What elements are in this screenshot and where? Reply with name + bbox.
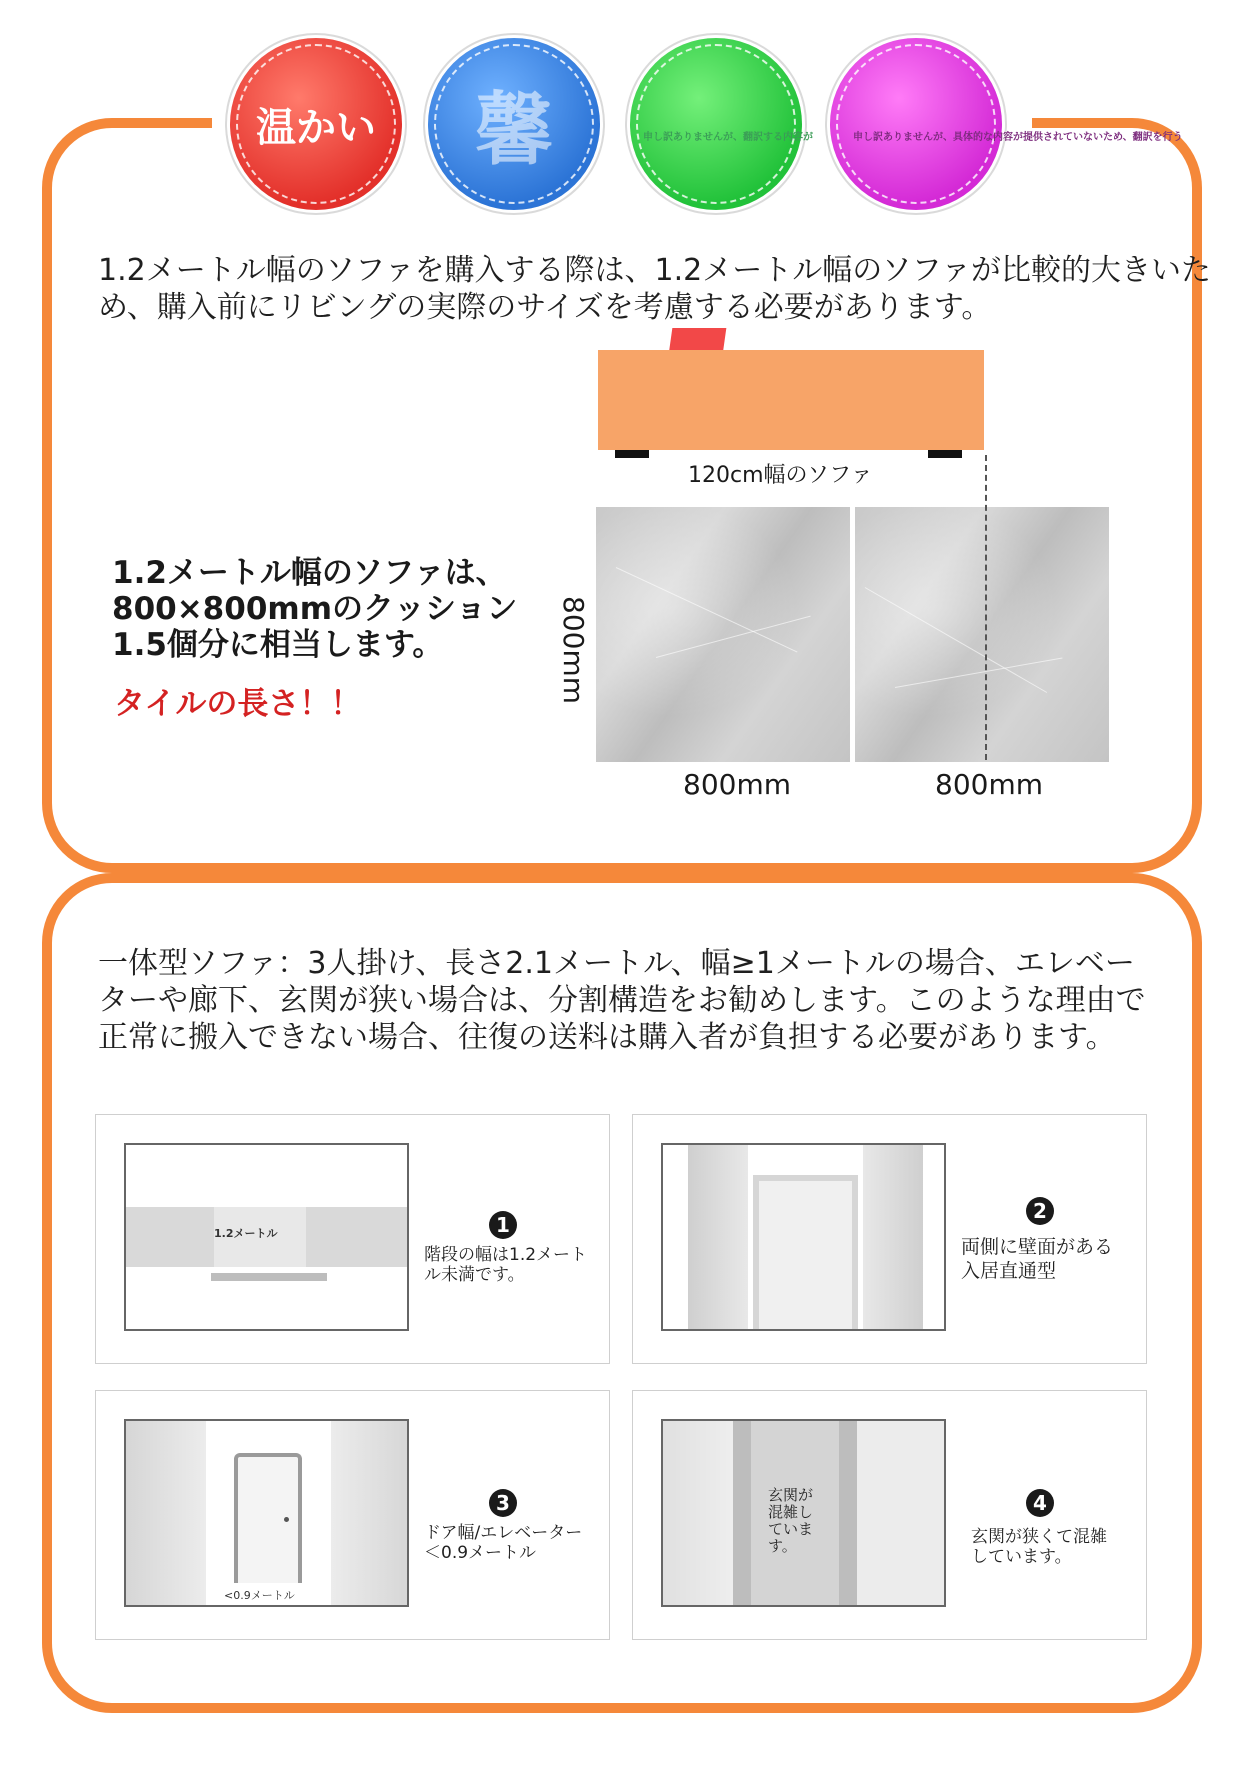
- badge-green: [630, 38, 802, 210]
- corridor-wall-right: [863, 1145, 923, 1331]
- card-number-1: 1: [489, 1211, 517, 1239]
- sofa-leg: [615, 450, 649, 458]
- door-width-label: <0.9メートル: [224, 1589, 295, 1602]
- stairs-illustration: [124, 1143, 409, 1331]
- corridor-doorway: [753, 1175, 858, 1331]
- sofa-width-label: 120cm幅のソファ: [688, 463, 873, 488]
- card-corridor: [632, 1114, 1147, 1364]
- door-frame: [234, 1453, 302, 1583]
- equivalence-text: 1.2メートル幅のソファは、800×800mmのクッション1.5個分に相当します。: [112, 555, 518, 663]
- sofa-size-paragraph: 1.2メートル幅のソファを購入する際は、1.2メートル幅のソファが比較的大きいため、購入前にリビングの実際のサイズを考慮する必要があります。: [98, 253, 1212, 325]
- entrance-wall: [663, 1421, 733, 1607]
- door-illustration: [124, 1419, 409, 1607]
- tile-length-note: タイルの長さ！！: [114, 686, 362, 722]
- entrance-pillar: [839, 1421, 857, 1607]
- card-door: [95, 1390, 610, 1640]
- sofa-leg: [928, 450, 962, 458]
- badge-fragrant: [428, 38, 600, 210]
- tile-height-label: 800mm: [557, 596, 590, 704]
- badge-green-label: 申し訳ありませんが、翻訳する内容が: [643, 132, 813, 143]
- stairs-step: [211, 1273, 327, 1281]
- card-number-4: 4: [1026, 1489, 1054, 1517]
- card-caption-3: ドア幅/エレベーター＜0.9メートル: [424, 1523, 583, 1563]
- badge-warm-label: 温かい: [256, 104, 376, 151]
- corridor-illustration: [661, 1143, 946, 1331]
- stairs-width-label: 1.2メートル: [214, 1227, 278, 1240]
- corridor-wall-left: [688, 1145, 748, 1331]
- card-number-3: 3: [489, 1489, 517, 1517]
- integrated-sofa-paragraph: 一体型ソファ：3人掛け、長さ2.1メートル、幅≥1メートルの場合、エレベーターや廊下、玄関が狭い場合は、分割構造をお勧めします。このような理由で正常に搬入できない場合、往復の送料は購入者が負担する必要があります。: [98, 946, 1146, 1055]
- tile-vein: [616, 567, 798, 652]
- entrance-pillar: [733, 1421, 751, 1607]
- tile-1: [596, 507, 850, 762]
- badge-pink-label: 申し訳ありませんが、具体的な内容が提供されていないため、翻訳を行う: [853, 132, 1183, 143]
- card-entrance: [632, 1390, 1147, 1640]
- sofa-illustration: [598, 350, 984, 450]
- card-number-2: 2: [1026, 1197, 1054, 1225]
- tile-vein: [895, 657, 1063, 688]
- tile-2: [855, 507, 1109, 762]
- door-wall-right: [331, 1421, 409, 1607]
- door-wall-left: [126, 1421, 206, 1607]
- card-stairs: [95, 1114, 610, 1364]
- entrance-illus-label: 玄関が混雑しています。: [768, 1486, 814, 1555]
- tile-width-label-2: 800mm: [935, 768, 1043, 801]
- tile-width-label-1: 800mm: [683, 768, 791, 801]
- card-caption-1: 階段の幅は1.2メートル未満です。: [424, 1245, 588, 1285]
- badge-warm: [230, 38, 402, 210]
- badge-fragrant-label: 馨: [474, 86, 553, 176]
- sofa-width-marker: [985, 455, 987, 760]
- card-caption-4: 玄関が狭くて混雑しています。: [971, 1527, 1107, 1567]
- card-caption-2: 両側に壁面がある入居直通型: [961, 1236, 1114, 1282]
- door-knob: [284, 1517, 289, 1522]
- entrance-illustration: [661, 1419, 946, 1607]
- badge-pink: [830, 38, 1002, 210]
- entrance-wall: [857, 1421, 946, 1607]
